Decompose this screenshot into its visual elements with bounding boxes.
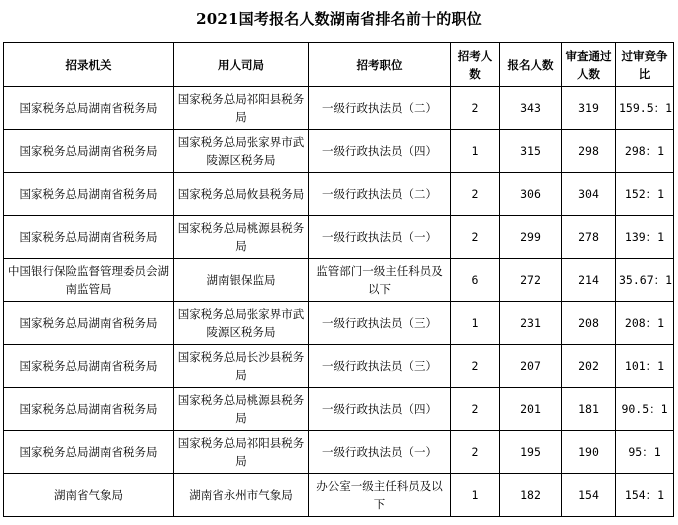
cell-org: 国家税务总局湖南省税务局 [4,302,174,345]
cell-applicants: 195 [500,431,562,474]
cell-applicants: 306 [500,173,562,216]
cell-quota: 1 [451,302,500,345]
cell-quota: 1 [451,130,500,173]
cell-position: 一级行政执法员（二） [309,87,451,130]
cell-dept: 国家税务总局张家界市武陵源区税务局 [174,130,309,173]
cell-applicants: 207 [500,345,562,388]
cell-quota: 2 [451,216,500,259]
header-org: 招录机关 [4,43,174,87]
header-dept: 用人司局 [174,43,309,87]
cell-dept: 湖南银保监局 [174,259,309,302]
cell-org: 国家税务总局湖南省税务局 [4,173,174,216]
cell-position: 一级行政执法员（四） [309,388,451,431]
cell-applicants: 231 [500,302,562,345]
cell-dept: 国家税务总局祁阳县税务局 [174,87,309,130]
cell-position: 一级行政执法员（三） [309,302,451,345]
header-position: 招考职位 [309,43,451,87]
cell-org: 国家税务总局湖南省税务局 [4,431,174,474]
header-approved: 审查通过人数 [562,43,616,87]
cell-dept: 国家税务总局张家界市武陵源区税务局 [174,302,309,345]
cell-approved: 190 [562,431,616,474]
cell-approved: 304 [562,173,616,216]
cell-dept: 国家税务总局长沙县税务局 [174,345,309,388]
cell-ratio: 208：1 [616,302,674,345]
cell-position: 一级行政执法员（四） [309,130,451,173]
cell-dept: 国家税务总局祁阳县税务局 [174,431,309,474]
cell-position: 一级行政执法员（一） [309,431,451,474]
cell-approved: 214 [562,259,616,302]
cell-approved: 202 [562,345,616,388]
table-row [4,345,674,388]
table-row [4,130,674,173]
cell-applicants: 201 [500,388,562,431]
cell-org: 国家税务总局湖南省税务局 [4,388,174,431]
cell-dept: 国家税务总局桃源县税务局 [174,388,309,431]
cell-dept: 国家税务总局桃源县税务局 [174,216,309,259]
cell-ratio: 152：1 [616,173,674,216]
cell-dept: 国家税务总局攸县税务局 [174,173,309,216]
cell-approved: 278 [562,216,616,259]
cell-quota: 1 [451,474,500,517]
cell-position: 一级行政执法员（三） [309,345,451,388]
cell-org: 中国银行保险监督管理委员会湖南监管局 [4,259,174,302]
cell-approved: 319 [562,87,616,130]
cell-quota: 2 [451,173,500,216]
cell-position: 办公室一级主任科员及以下 [309,474,451,517]
cell-ratio: 35.67：1 [616,259,674,302]
table-row [4,474,674,517]
cell-applicants: 343 [500,87,562,130]
cell-applicants: 272 [500,259,562,302]
positions-table [3,42,674,517]
cell-ratio: 298：1 [616,130,674,173]
cell-approved: 298 [562,130,616,173]
table-row [4,173,674,216]
cell-ratio: 139：1 [616,216,674,259]
cell-quota: 2 [451,87,500,130]
cell-position: 一级行政执法员（一） [309,216,451,259]
table-row [4,431,674,474]
cell-applicants: 299 [500,216,562,259]
cell-dept: 湖南省永州市气象局 [174,474,309,517]
table-header-row [4,43,674,87]
cell-quota: 6 [451,259,500,302]
header-ratio: 过审竞争比 [616,43,674,87]
cell-quota: 2 [451,345,500,388]
cell-quota: 2 [451,431,500,474]
header-quota: 招考人数 [451,43,500,87]
cell-org: 国家税务总局湖南省税务局 [4,216,174,259]
cell-org: 国家税务总局湖南省税务局 [4,345,174,388]
cell-ratio: 95：1 [616,431,674,474]
cell-applicants: 182 [500,474,562,517]
cell-ratio: 90.5：1 [616,388,674,431]
table-row [4,216,674,259]
cell-quota: 2 [451,388,500,431]
table-row [4,259,674,302]
cell-approved: 181 [562,388,616,431]
table-row [4,388,674,431]
page-title: 2021国考报名人数湖南省排名前十的职位 [196,10,482,28]
cell-ratio: 154：1 [616,474,674,517]
cell-position: 一级行政执法员（二） [309,173,451,216]
cell-org: 国家税务总局湖南省税务局 [4,87,174,130]
cell-ratio: 159.5：1 [616,87,674,130]
cell-ratio: 101：1 [616,345,674,388]
table-row [4,87,674,130]
cell-org: 国家税务总局湖南省税务局 [4,130,174,173]
table-row [4,302,674,345]
cell-applicants: 315 [500,130,562,173]
cell-org: 湖南省气象局 [4,474,174,517]
cell-approved: 208 [562,302,616,345]
header-applicants: 报名人数 [500,43,562,87]
cell-position: 监管部门一级主任科员及以下 [309,259,451,302]
cell-approved: 154 [562,474,616,517]
